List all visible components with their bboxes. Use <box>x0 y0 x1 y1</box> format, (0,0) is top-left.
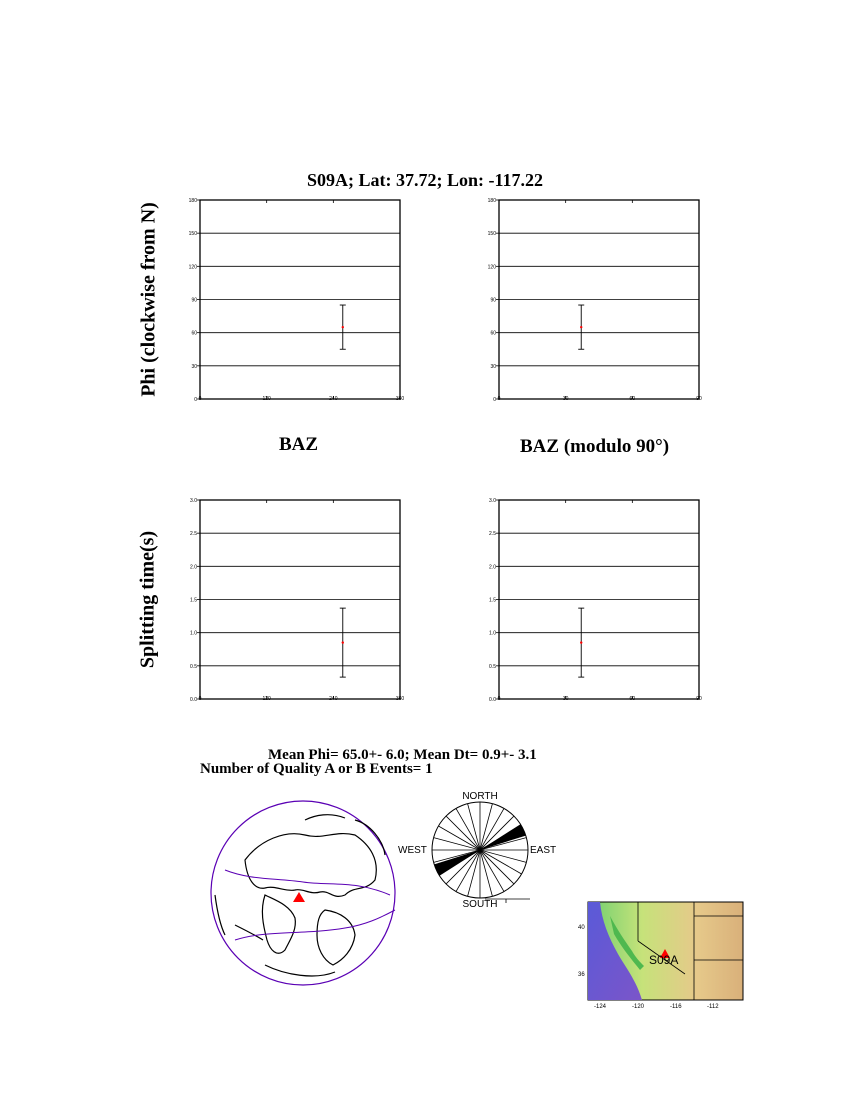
baz-mod-axis-label: BAZ (modulo 90°) <box>520 436 670 457</box>
figure-title: S09A; Lat: 37.72; Lon: -117.22 <box>306 170 543 190</box>
station-marker-globe <box>293 892 305 902</box>
rose-east-label: EAST <box>530 845 557 856</box>
rose-filled-sector-opposite <box>434 850 480 876</box>
mean-stats-line: Mean Phi= 65.0+- 6.0; Mean Dt= 0.9+- 3.1 <box>268 747 537 763</box>
dt-baz-xtick-label: 0 <box>198 696 202 702</box>
rose-north-label: NORTH <box>462 791 498 802</box>
dt-baz-mod90-data-point <box>580 641 582 643</box>
dt-baz-ytick-label: 3.0 <box>190 498 197 504</box>
dt-baz-xtick-label: 360 <box>395 696 405 702</box>
lon-tick-124: -124 <box>594 1004 607 1010</box>
phi-baz-xtick-label: 240 <box>329 396 338 402</box>
phi-baz-ytick-label: 180 <box>188 198 197 204</box>
rose-west-label: WEST <box>398 845 427 856</box>
rose-diagram <box>395 788 570 913</box>
phi-baz-mod90-ytick-label: 0 <box>493 397 496 403</box>
dt-baz-ytick-label: 0.0 <box>190 697 197 703</box>
dt-baz-ytick-label: 2.5 <box>190 531 197 538</box>
phi-baz-mod90-ytick-label: 30 <box>490 363 496 370</box>
dt-baz-ytick-label: 0.5 <box>190 663 197 670</box>
rose-south-label: SOUTH <box>462 899 498 910</box>
regional-map <box>570 896 750 1016</box>
dt-baz-mod90-xtick-label: 30 <box>562 696 569 702</box>
lon-tick-116: -116 <box>670 1004 682 1010</box>
dt-baz-mod90-ytick-label: 1.0 <box>489 630 496 637</box>
phi-baz-mod90-ytick-label: 180 <box>487 198 496 204</box>
phi-axis-label: Phi (clockwise from N) <box>137 202 160 397</box>
dt-baz-mod90-ytick-label: 2.0 <box>489 564 496 571</box>
dt-baz-mod90-ytick-label: 0.0 <box>489 697 496 703</box>
phi-baz-ytick-label: 0 <box>194 397 197 403</box>
phi-baz-mod90-ytick-label: 90 <box>490 297 496 304</box>
phi-baz-xtick-label: 360 <box>395 396 405 402</box>
event-count-line: Number of Quality A or B Events= 1 <box>200 761 433 777</box>
phi-baz-data-point <box>342 326 344 328</box>
phi-baz-mod90-ytick-label: 120 <box>487 264 496 271</box>
lat-tick-36: 36 <box>578 972 585 978</box>
phi-baz-xtick-label: 0 <box>198 396 202 402</box>
dt-baz-ytick-label: 1.5 <box>190 597 197 604</box>
dt-baz-ytick-label: 2.0 <box>190 564 197 571</box>
dt-baz-xtick-label: 240 <box>329 696 338 702</box>
phi-baz-mod90-ytick-label: 60 <box>490 330 496 337</box>
globe-map <box>205 800 405 990</box>
dt-axis-label: Splitting time(s) <box>136 530 159 669</box>
lon-tick-112: -112 <box>707 1004 719 1010</box>
phi-baz-xtick-label: 120 <box>262 396 271 402</box>
dt-baz-mod90-xtick-label: 90 <box>696 696 702 702</box>
dt-baz-mod90-ytick-label: 0.5 <box>489 663 496 670</box>
station-label: S09A <box>649 953 679 967</box>
phi-baz-mod90-ytick-label: 150 <box>487 231 496 238</box>
lat-tick-40: 40 <box>578 925 585 931</box>
phi-baz-ytick-label: 30 <box>191 363 197 370</box>
phi-baz-mod90-xtick-label: 60 <box>629 396 636 402</box>
dt-baz-data-point <box>342 641 344 643</box>
phi-baz-mod90-xtick-label: 90 <box>696 396 702 402</box>
dt-baz-mod90-ytick-label: 3.0 <box>489 498 496 504</box>
phi-baz-ytick-label: 60 <box>191 330 197 337</box>
dt-baz-xtick-label: 120 <box>262 696 271 702</box>
lon-tick-120: -120 <box>632 1004 645 1010</box>
dt-baz-mod90-xtick-label: 60 <box>629 696 636 702</box>
phi-baz-mod90-xtick-label: 30 <box>562 396 569 402</box>
phi-baz-ytick-label: 120 <box>188 264 197 271</box>
dt-baz-mod90-xtick-label: 0 <box>497 696 501 702</box>
globe-outline <box>211 801 395 985</box>
baz-axis-label: BAZ <box>279 434 319 455</box>
phi-baz-mod90-xtick-label: 0 <box>497 396 501 402</box>
dt-baz-mod90-ytick-label: 2.5 <box>489 531 496 538</box>
phi-baz-mod90-data-point <box>580 326 582 328</box>
rose-filled-sector <box>480 824 526 850</box>
phi-baz-ytick-label: 90 <box>191 297 197 304</box>
dt-baz-ytick-label: 1.0 <box>190 630 197 637</box>
dt-baz-mod90-ytick-label: 1.5 <box>489 597 496 604</box>
phi-baz-ytick-label: 150 <box>188 231 197 238</box>
